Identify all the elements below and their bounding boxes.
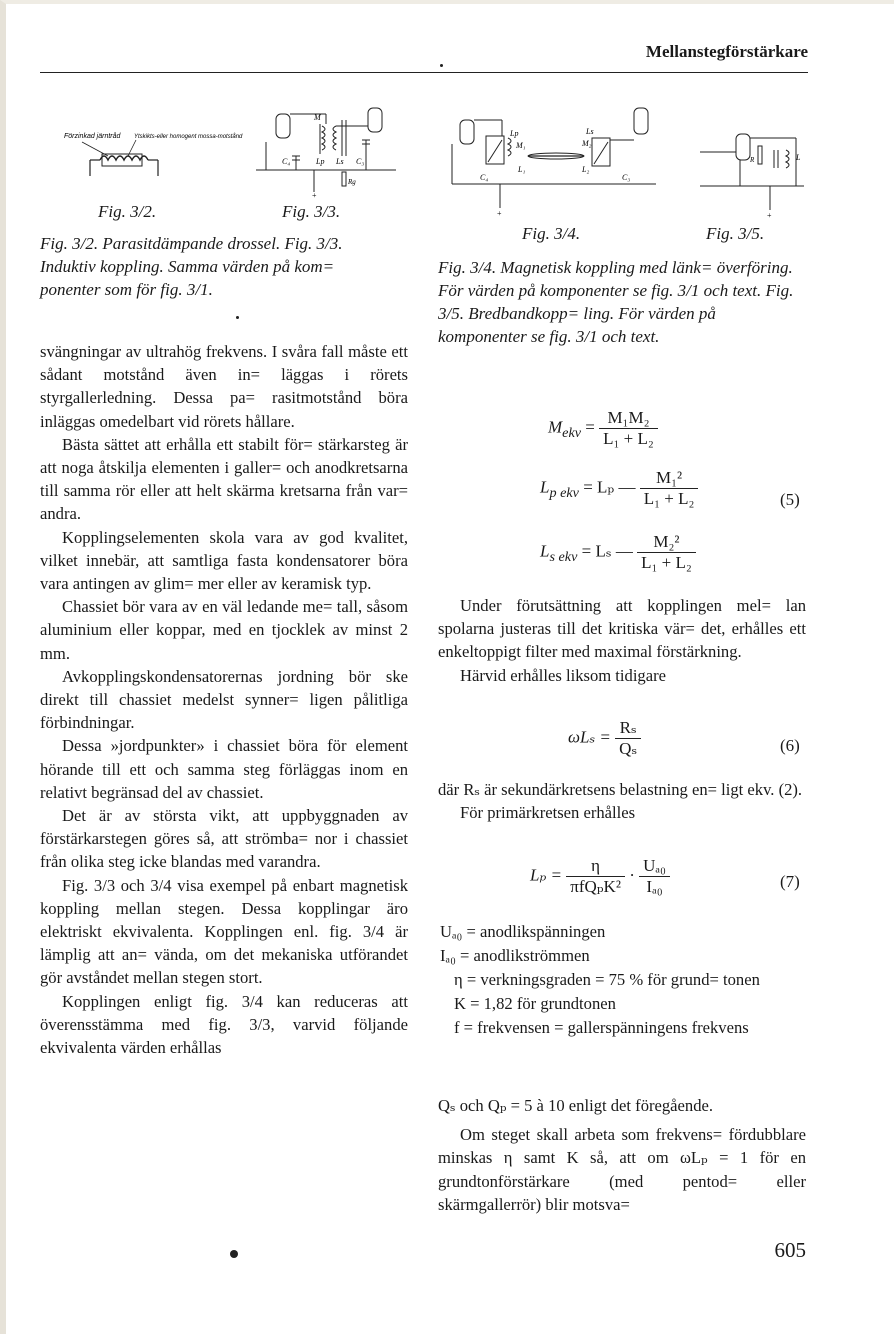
svg-text:+: +: [767, 211, 772, 220]
lp-ekv-denominator: L₁ + L₂: [640, 488, 699, 509]
fig-3-2-label: Fig. 3/2.: [98, 202, 157, 221]
svg-text:L₁: L₁: [518, 165, 526, 174]
right-paragraph-2-block: [438, 778, 806, 824]
eq7-numerator-2: Uₐ₀: [643, 856, 666, 875]
ls-ekv-numerator: M₂²: [653, 532, 680, 551]
right-paragraph: Qₛ och Qₚ = 5 à 10 enligt det föregående.: [438, 1096, 714, 1115]
header-rule: [40, 72, 808, 73]
left-paragraph: Kopplingen enligt fig. 3/4 kan reduceras att överensstämma med fig. 3/3, varvid följande ekvivalenta värden erhållas: [40, 991, 408, 1058]
right-paragraph: För primärkretsen erhålles: [460, 803, 636, 823]
equation-number-5: (5): [780, 490, 800, 509]
definition-row: Uₐ₀ = anodlikspänningen: [440, 922, 606, 941]
left-paragraph: Kopplingselementen skola vara av god kvalitet, vilket innebär, att samtliga fasta kondensatorer böra vara antingen av glim= mer eller av keramisk typ.: [40, 527, 408, 594]
eq7-lhs: Lₚ =: [530, 865, 562, 885]
fig-3-2-drawing: [62, 128, 243, 178]
ls-ekv-sub: s ekv: [549, 548, 578, 565]
eq6-numerator: Rₛ: [619, 718, 637, 737]
caption-right: Fig. 3/4. Magnetisk koppling med länk= överföring. För värden på komponenter se fig. 3/1 och text. Fig. 3/5. Bredbandkopp= ling. För värden på komponenter se fig. 3/1 och text.: [438, 258, 794, 346]
left-paragraph: Det är av största vikt, att uppbyggnaden av förstärkarstegen göres så, att strömba= nor i chassiet från olika steg icke blandas med varandra.: [40, 806, 408, 872]
left-paragraph: Avkopplingskondensatorernas jordning bör ske direkt till chassiet medelst synner= ligen pålitliga förbindningar.: [40, 666, 408, 733]
svg-text:M₂: M₂: [582, 139, 592, 148]
ink-dot-2: [236, 316, 239, 319]
right-paragraph-3-block: [438, 1094, 806, 1216]
definitions-list: [440, 920, 808, 1040]
equation-number-7: (7): [780, 872, 800, 891]
svg-text:Ls: Ls: [336, 157, 344, 166]
left-paragraph: Chassiet bör vara av en väl ledande me= tall, såsom aluminium eller koppar, med en tjocklek av minst 2 mm.: [40, 597, 408, 663]
svg-text:L₂: L₂: [582, 165, 590, 174]
equation-number-6: (6): [780, 736, 800, 755]
svg-text:Lp: Lp: [316, 157, 325, 166]
definition-row: Iₐ₀ = anodlikströmmen: [440, 946, 590, 965]
eq7-multiply: ·: [629, 865, 635, 885]
eq6-lhs: ωLₛ =: [568, 727, 611, 747]
svg-text:Lp: Lp: [510, 129, 519, 138]
ink-dot-bottom: [230, 1250, 238, 1258]
fig-3-4-label: Fig. 3/4.: [522, 224, 581, 243]
fig-3-3-label: Fig. 3/3.: [282, 202, 341, 221]
caption-left: Fig. 3/2. Parasitdämpande drossel. Fig. 3/3. Induktiv koppling. Samma värden på kom= ponenter som för fig. 3/1.: [40, 234, 343, 299]
running-header: Mellanstegförstärkare: [645, 42, 808, 61]
svg-text:C₄: C₄: [480, 173, 489, 182]
eq7-denominator-1: πfQₚK²: [566, 876, 625, 897]
lp-ekv-lhs: L: [540, 477, 550, 497]
definition-row: f = frekvensen = gallerspänningens frekvens: [454, 1018, 749, 1037]
svg-text:Rg: Rg: [348, 178, 356, 186]
fig-3-2-annotation-1: Förzinkad järntråd: [64, 133, 121, 140]
svg-text:M₁: M₁: [516, 141, 526, 150]
ink-dot: [440, 64, 443, 67]
eq7-denominator-2: Iₐ₀: [639, 876, 670, 897]
svg-text:+: +: [497, 209, 502, 218]
m-ekv-denominator: L₁ + L₂: [599, 428, 658, 449]
left-paragraph: Bästa sättet att erhålla ett stabilt för= stärkarsteg är att noga åtskilja elementen i galler= och anodkretsarna till samma rör eller att helt skärma kretsarna från var= andra.: [40, 434, 408, 524]
left-paragraph: Dessa »jordpunkter» i chassiet böra för element hörande till ett och samma steg förläggas inom en relativt begränsad del av chassiet.: [40, 736, 408, 802]
m-ekv-numerator: M₁M₂: [607, 408, 650, 427]
svg-text:C₃: C₃: [356, 157, 365, 166]
right-paragraph: Under förutsättning att kopplingen mel= lan spolarna justeras till det kritiska vär= det, erhålles ett enkeltoppigt filter med maximal förstärkning.: [438, 596, 806, 662]
equation-6: [568, 718, 641, 759]
ls-ekv-denominator: L₁ + L₂: [637, 552, 696, 573]
m-ekv-sub: ekv: [562, 424, 582, 441]
fig-3-4-drawing: [446, 100, 664, 220]
svg-text:M: M: [314, 113, 321, 122]
fig-3-2-annotation-2: Ytskikts-eller homogent mossa-motstånd: [134, 134, 243, 140]
svg-text:C₄: C₄: [282, 157, 291, 166]
ls-ekv-lhs: L: [540, 541, 550, 561]
equation-m-ekv: $M_{ekv}$ = $\frac{\text{M₁M₂}}{\text{L₁ + L₂}}$: [548, 408, 658, 449]
fig-3-3-drawing: [256, 100, 396, 198]
fig-3-5-drawing: [700, 128, 804, 220]
lp-ekv-sub: p ekv: [549, 484, 579, 501]
left-column: [40, 340, 408, 1059]
equation-7: [530, 856, 670, 897]
lp-ekv-rhs: = Lₚ —: [583, 477, 636, 497]
ls-ekv-rhs: = Lₛ —: [581, 541, 633, 561]
right-paragraph-1-block: [438, 594, 806, 687]
m-ekv-lhs: M: [548, 417, 563, 437]
definition-row: K = 1,82 för grundtonen: [454, 994, 616, 1013]
svg-text:+: +: [312, 191, 317, 200]
fig-3-5-label: Fig. 3/5.: [706, 224, 765, 243]
eq6-denominator: Qₛ: [615, 738, 641, 759]
right-paragraph: där Rₛ är sekundärkretsens belastning en= ligt ekv. (2).: [438, 780, 803, 799]
svg-text:L: L: [796, 153, 801, 162]
svg-text:Ls: Ls: [586, 127, 594, 136]
svg-text:R: R: [750, 156, 755, 164]
svg-text:C₃: C₃: [622, 173, 631, 182]
page-number: 605: [774, 1238, 806, 1262]
definition-row: η = verkningsgraden = 75 % för grund= tonen: [454, 970, 760, 989]
left-paragraph: Fig. 3/3 och 3/4 visa exempel på enbart magnetisk koppling mellan stegen. Dessa kopplingar äro elektriskt ekvivalenta. Kopplingen enl. fig. 3/4 är lämplig att an= vända, om det mekaniska utförandet gör avståndet mellan stegen stort.: [40, 875, 408, 988]
equation-lp-ekv: [540, 468, 698, 509]
lp-ekv-numerator: M₁²: [656, 468, 683, 487]
right-paragraph: Härvid erhålles liksom tidigare: [460, 665, 666, 685]
right-paragraph: Om steget skall arbeta som frekvens= fördubblare minskas η samt K så, att om ωLₚ = 1 för en grundtonförstärkare (med pentod= eller skärmgallerrör) blir motsva=: [438, 1125, 806, 1214]
left-paragraph: svängningar av ultrahög frekvens. I svåra fall måste ett sådant motstånd även in= läggas i rörets styrgallerledning. Dessa pa= rasitmotstånd böra inläggas omedelbart vid rörets hållare.: [40, 342, 408, 431]
eq7-numerator-1: η: [591, 856, 601, 875]
equation-ls-ekv: [540, 532, 696, 573]
